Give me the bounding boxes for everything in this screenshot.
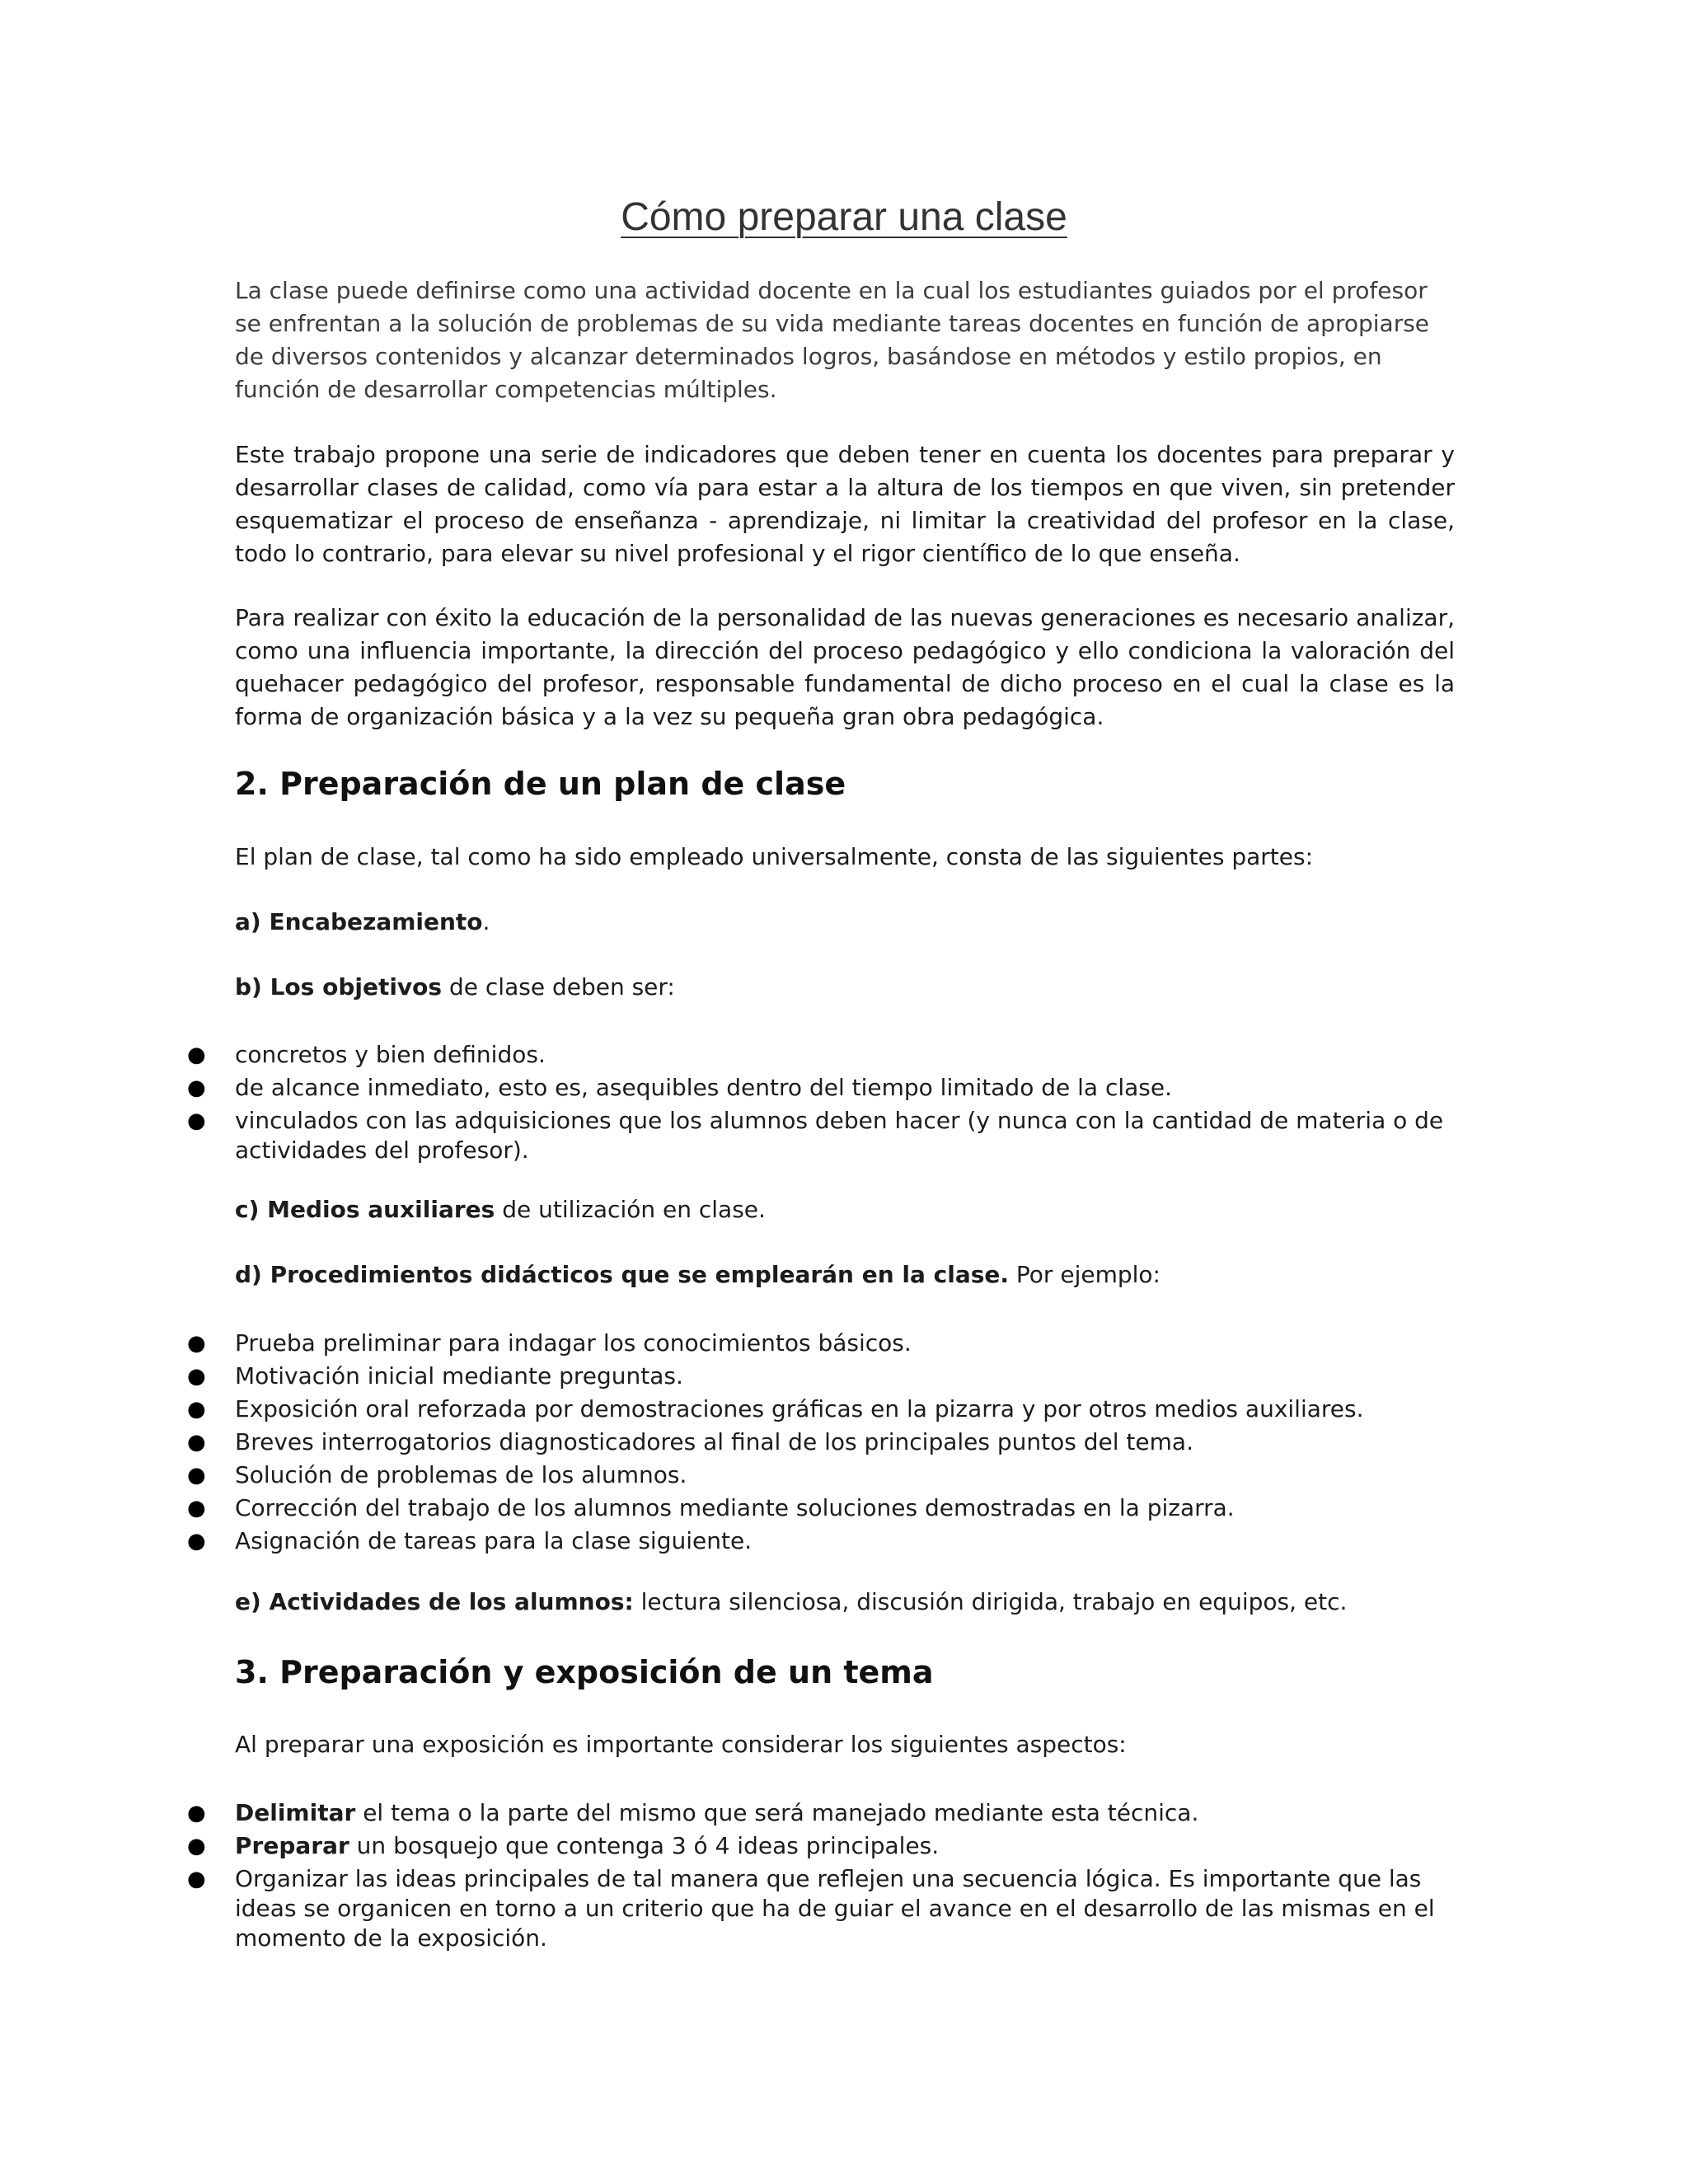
item-b-label: b) Los objetivos <box>235 973 443 1001</box>
intro-paragraph-2: Este trabajo propone una serie de indicadores que deben tener en cuenta los docentes para preparar y desarrollar clases de calidad, como vía para estar a la altura de los tiempos en que viven, sin pretender esquematizar el proceso de enseñanza - aprendizaje, ni limitar la creatividad del profesor en la clase, todo lo contrario, para elevar su nivel profesional y el rigor científico de lo que enseña. <box>235 441 1455 567</box>
aspectos-list <box>187 1798 1455 1957</box>
section-2-heading: 2. Preparación de un plan de clase <box>235 766 846 802</box>
intro-paragraph-3: Para realizar con éxito la educación de la personalidad de las nuevas generaciones es necesario analizar, como una influencia importante, la dirección del proceso pedagógico y ello condiciona la valoración del quehacer pedagógico del profesor, responsable fundamental de dicho proceso en el cual la clase es la forma de organización básica y a la vez su pequeña gran obra pedagógica. <box>235 604 1455 730</box>
bullet-icon: ● <box>187 1076 206 1100</box>
list-item <box>187 1460 1455 1490</box>
list-item <box>187 1798 1455 1828</box>
item-b-text: de clase deben ser: <box>442 973 675 1001</box>
item-b <box>235 971 1455 1004</box>
item-d-label: d) Procedimientos didácticos que se emplearán en la clase. <box>235 1261 1010 1288</box>
item-a-label: a) Encabezamiento <box>235 908 483 935</box>
list-item-text: Organizar las ideas principales de tal manera que reflejen una secuencia lógica. Es importante que las ideas se organicen en torno a un criterio que ha de guiar el avance en el desarrollo de las mismas en el momento de la exposición. <box>235 1865 1435 1952</box>
bullet-icon: ● <box>187 1108 206 1133</box>
list-item <box>187 1864 1455 1953</box>
item-d-text: Por ejemplo: <box>1009 1261 1160 1288</box>
list-item <box>187 1073 1455 1103</box>
list-item <box>187 1526 1455 1556</box>
list-item <box>187 1106 1455 1165</box>
bullet-icon: ● <box>187 1463 206 1488</box>
list-item-text: Motivación inicial mediante preguntas. <box>235 1362 683 1390</box>
item-c <box>235 1193 1455 1226</box>
list-item <box>187 1329 1455 1358</box>
list-item-bold: Preparar <box>235 1832 349 1859</box>
list-item <box>187 1361 1455 1391</box>
bullet-icon: ● <box>187 1397 206 1422</box>
item-d <box>235 1258 1455 1291</box>
item-e-label: e) Actividades de los alumnos: <box>235 1588 634 1615</box>
bullet-icon: ● <box>187 1430 206 1455</box>
list-item-text: Corrección del trabajo de los alumnos mediante soluciones demostradas en la pizarra. <box>235 1494 1235 1521</box>
section-2-intro: El plan de clase, tal como ha sido empleado universalmente, consta de las siguientes partes: <box>235 843 1314 870</box>
list-item <box>187 1427 1455 1457</box>
list-item-text: de alcance inmediato, esto es, asequibles dentro del tiempo limitado de la clase. <box>235 1074 1173 1101</box>
list-item-text: Exposición oral reforzada por demostraciones gráficas en la pizarra y por otros medios auxiliares. <box>235 1395 1364 1422</box>
bullet-icon: ● <box>187 1529 206 1554</box>
list-item-bold: Delimitar <box>235 1799 356 1826</box>
list-item-text: el tema o la parte del mismo que será manejado mediante esta técnica. <box>355 1799 1199 1826</box>
bullet-icon: ● <box>187 1496 206 1521</box>
item-a-text: . <box>482 908 490 935</box>
intro-paragraph-1: La clase puede definirse como una actividad docente en la cual los estudiantes guiados por el profesor se enfrentan a la solución de problemas de su vida mediante tareas docentes en función de apropiarse de diversos contenidos y alcanzar determinados logros, basándose en métodos y estilo propios, en función de desarrollar competencias múltiples. <box>235 277 1430 403</box>
list-item <box>187 1040 1455 1070</box>
bullet-icon: ● <box>187 1834 206 1858</box>
item-e <box>235 1586 1455 1619</box>
list-item <box>187 1831 1455 1861</box>
list-item-text: Breves interrogatorios diagnosticadores al final de los principales puntos del tema. <box>235 1428 1193 1455</box>
item-a <box>235 906 1455 939</box>
list-item <box>187 1493 1455 1523</box>
item-e-text: lectura silenciosa, discusión dirigida, trabajo en equipos, etc. <box>633 1588 1348 1615</box>
section-3-heading: 3. Preparación y exposición de un tema <box>235 1654 934 1690</box>
procedimientos-list <box>187 1329 1455 1559</box>
bullet-icon: ● <box>187 1043 206 1067</box>
item-c-text: de utilización en clase. <box>495 1196 766 1223</box>
item-c-label: c) Medios auxiliares <box>235 1196 495 1223</box>
list-item-text: concretos y bien definidos. <box>235 1041 546 1068</box>
bullet-icon: ● <box>187 1331 206 1356</box>
bullet-icon: ● <box>187 1867 206 1891</box>
list-item-text: un bosquejo que contenga 3 ó 4 ideas principales. <box>349 1832 940 1859</box>
list-item-text: Prueba preliminar para indagar los conocimientos básicos. <box>235 1329 912 1357</box>
list-item <box>187 1394 1455 1424</box>
bullet-icon: ● <box>187 1801 206 1825</box>
document-title: Cómo preparar una clase <box>621 195 1067 239</box>
list-item-text: Solución de problemas de los alumnos. <box>235 1461 687 1488</box>
list-item-text: Asignación de tareas para la clase siguiente. <box>235 1527 753 1554</box>
objetivos-list <box>187 1040 1455 1169</box>
section-3-intro: Al preparar una exposición es importante considerar los siguientes aspectos: <box>235 1731 1127 1758</box>
list-item-text: vinculados con las adquisiciones que los alumnos deben hacer (y nunca con la cantidad de materia o de actividades del profesor). <box>235 1107 1444 1164</box>
bullet-icon: ● <box>187 1364 206 1389</box>
